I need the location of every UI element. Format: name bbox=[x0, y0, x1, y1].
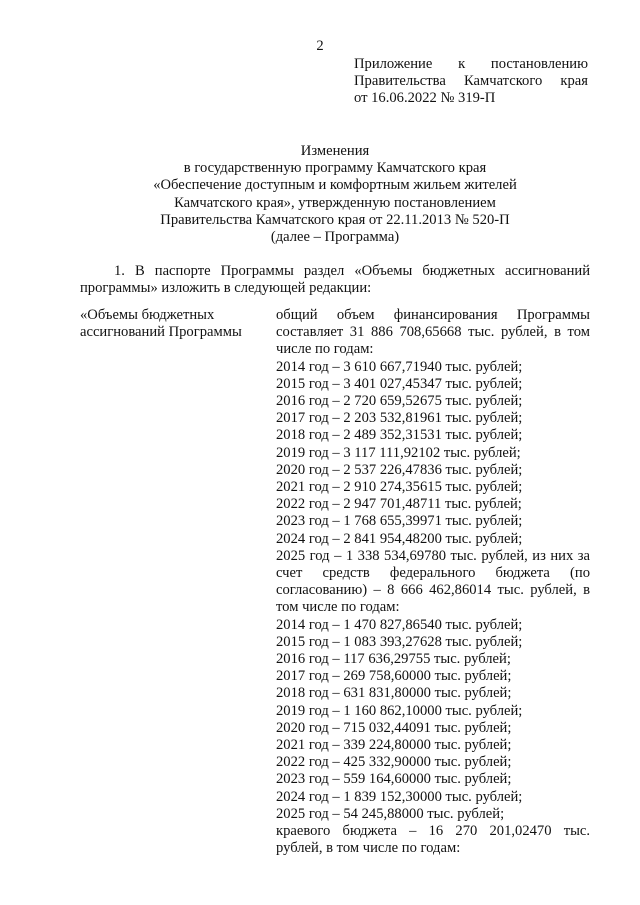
funding-line: 2025 год – 1 338 534,69780 тыс. рублей, из них за bbox=[276, 547, 590, 564]
funding-line: 2016 год – 117 636,29755 тыс. рублей; bbox=[276, 651, 511, 668]
appendix-block bbox=[354, 56, 588, 108]
title-line: в государственную программу Камчатского края bbox=[183, 160, 487, 177]
funding-line: 2021 год – 339 224,80000 тыс. рублей; bbox=[276, 737, 512, 754]
funding-line: 2024 год – 2 841 954,48200 тыс. рублей; bbox=[276, 530, 523, 547]
funding-line: 2020 год – 2 537 226,47836 тыс. рублей; bbox=[276, 461, 523, 478]
appendix-line: Приложение к постановлению bbox=[354, 56, 588, 72]
funding-line: 2021 год – 2 910 274,35615 тыс. рублей; bbox=[276, 479, 523, 496]
intro-paragraph bbox=[80, 263, 590, 297]
appendix-line: Правительства Камчатского края bbox=[354, 73, 588, 90]
section-label-line: «Объемы бюджетных bbox=[80, 307, 215, 323]
funding-line: числе по годам: bbox=[276, 341, 374, 358]
document-title bbox=[80, 143, 590, 246]
title-line: Изменения bbox=[300, 143, 370, 159]
appendix-line: от 16.06.2022 № 319-П bbox=[354, 90, 496, 107]
funding-line: 2015 год – 3 401 027,45347 тыс. рублей; bbox=[276, 375, 523, 392]
title-line: Камчатского края», утвержденную постановлением bbox=[174, 194, 496, 211]
funding-line: 2015 год – 1 083 393,27628 тыс. рублей; bbox=[276, 633, 523, 650]
intro-line: 1. В паспорте Программы раздел «Объемы бюджетных ассигнований bbox=[114, 263, 590, 279]
funding-line: том числе по годам: bbox=[276, 599, 400, 616]
funding-line: 2023 год – 1 768 655,39971 тыс. рублей; bbox=[276, 513, 523, 530]
funding-line: 2023 год – 559 164,60000 тыс. рублей; bbox=[276, 771, 512, 788]
funding-line: 2018 год – 631 831,80000 тыс. рублей; bbox=[276, 685, 512, 702]
funding-line: 2020 год – 715 032,44091 тыс. рублей; bbox=[276, 719, 512, 736]
title-line: Правительства Камчатского края от 22.11.2013 № 520-П bbox=[160, 211, 510, 228]
funding-line: 2019 год – 1 160 862,10000 тыс. рублей; bbox=[276, 702, 523, 719]
title-line: «Обеспечение доступным и комфортным жильем жителей bbox=[153, 177, 517, 194]
funding-line: составляет 31 886 708,65668 тыс. рублей, в том bbox=[276, 324, 590, 341]
funding-line: краевого бюджета – 16 270 201,02470 тыс. bbox=[276, 823, 590, 840]
funding-line: 2016 год – 2 720 659,52675 тыс. рублей; bbox=[276, 393, 523, 410]
funding-line: рублей, в том числе по годам: bbox=[276, 840, 461, 857]
funding-line: 2017 год – 269 758,60000 тыс. рублей; bbox=[276, 668, 512, 685]
funding-details bbox=[276, 307, 590, 858]
funding-line: 2025 год – 54 245,88000 тыс. рублей; bbox=[276, 805, 505, 822]
funding-line: 2024 год – 1 839 152,30000 тыс. рублей; bbox=[276, 788, 523, 805]
funding-line: 2019 год – 3 117 111,92102 тыс. рублей; bbox=[276, 444, 521, 461]
funding-line: 2018 год – 2 489 352,31531 тыс. рублей; bbox=[276, 427, 523, 444]
funding-line: счет средств федерального бюджета (по bbox=[276, 565, 590, 582]
section-label bbox=[80, 307, 260, 341]
title-line: (далее – Программа) bbox=[270, 229, 400, 246]
section-label-line: ассигнований Программы bbox=[80, 324, 242, 341]
intro-line: программы» изложить в следующей редакции: bbox=[80, 280, 372, 297]
funding-line: 2014 год – 1 470 827,86540 тыс. рублей; bbox=[276, 616, 523, 633]
page-number: 2 bbox=[316, 38, 324, 54]
funding-line: 2022 год – 2 947 701,48711 тыс. рублей; bbox=[276, 496, 522, 513]
funding-line: общий объем финансирования Программы bbox=[276, 307, 590, 323]
funding-line: согласованию) – 8 666 462,86014 тыс. рублей, в bbox=[276, 582, 590, 599]
funding-line: 2017 год – 2 203 532,81961 тыс. рублей; bbox=[276, 410, 523, 427]
funding-line: 2022 год – 425 332,90000 тыс. рублей; bbox=[276, 754, 512, 771]
funding-line: 2014 год – 3 610 667,71940 тыс. рублей; bbox=[276, 358, 523, 375]
